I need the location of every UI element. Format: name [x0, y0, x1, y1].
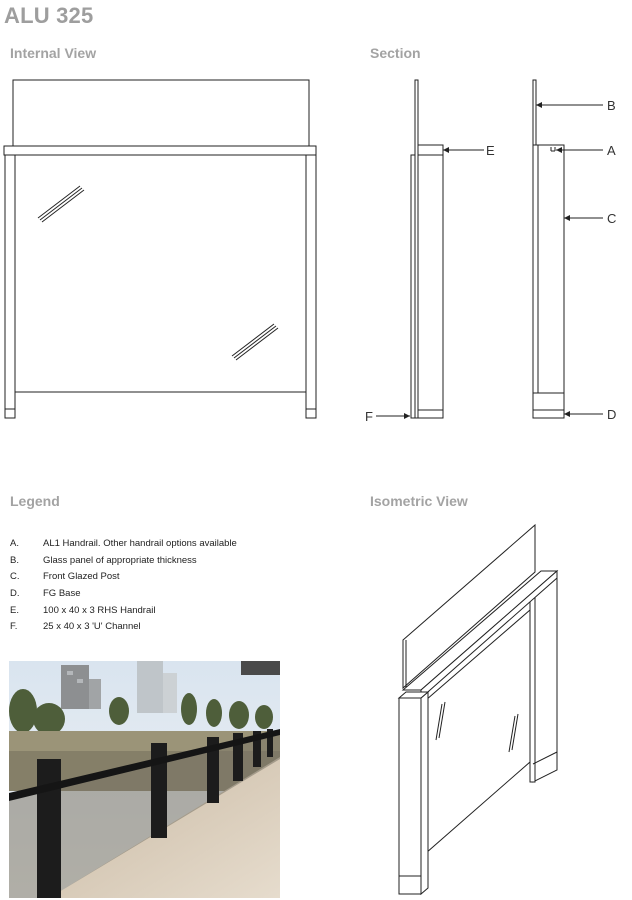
legend-item: E. 100 x 40 x 3 RHS Handrail	[10, 604, 156, 616]
callout-f-label: F	[365, 409, 373, 424]
legend-item: B. Glass panel of appropriate thickness	[10, 554, 197, 566]
callout-c-label: C	[607, 211, 617, 226]
internal-view-heading: Internal View	[10, 45, 97, 61]
callout-a-label: A	[607, 143, 616, 158]
iso-left-post-side	[421, 692, 428, 894]
legend-item: A. AL1 Handrail. Other handrail options available	[10, 538, 237, 549]
legend-heading: Legend	[10, 493, 60, 509]
callout-d-label: D	[607, 407, 617, 422]
legend-item: F. 25 x 40 x 3 'U' Channel	[10, 621, 141, 633]
page-title: ALU 325	[4, 3, 94, 28]
callout-e-label: E	[486, 143, 495, 158]
isometric-view-heading: Isometric View	[370, 493, 468, 509]
callout-b-label: B	[607, 98, 616, 113]
iso-right-post-side	[533, 578, 557, 782]
section-heading: Section	[370, 45, 421, 61]
legend-item: C. Front Glazed Post	[10, 571, 120, 583]
iso-left-post-front	[399, 698, 421, 894]
legend-item: D. FG Base	[10, 588, 81, 600]
